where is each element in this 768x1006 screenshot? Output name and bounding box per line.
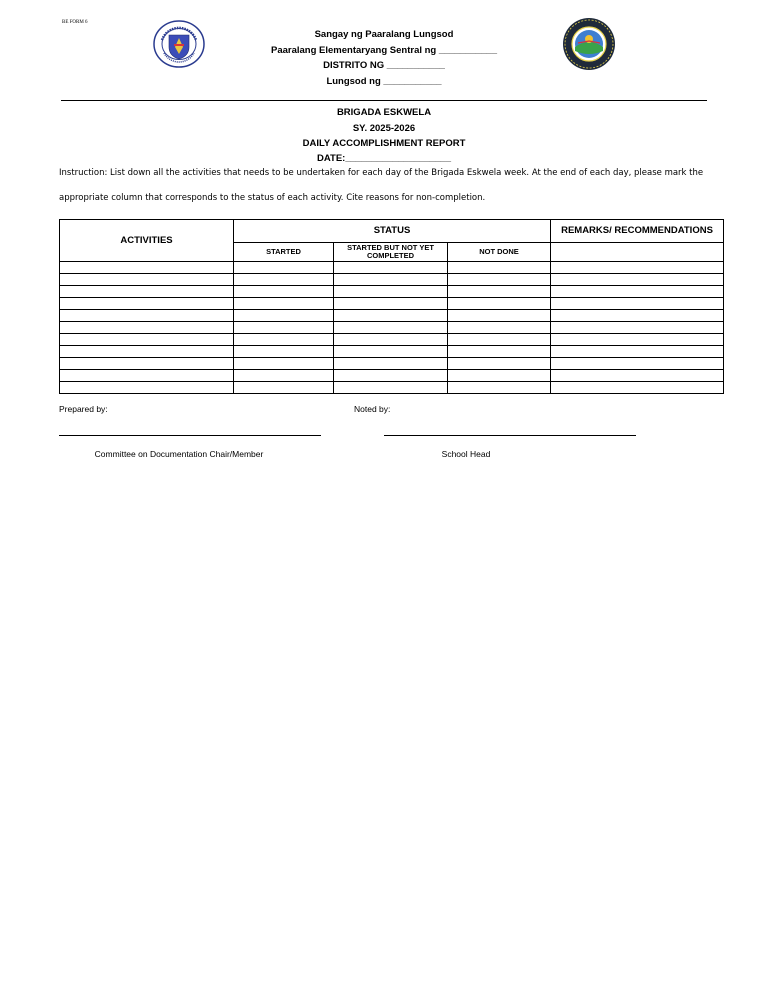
started-not-completed-cell[interactable]	[334, 262, 448, 274]
school-year: SY. 2025-2026	[352, 123, 416, 134]
started-cell[interactable]	[234, 286, 334, 298]
activity-cell[interactable]	[60, 310, 234, 322]
remarks-cell[interactable]	[551, 298, 724, 310]
started-not-completed-cell[interactable]	[334, 286, 448, 298]
activity-cell[interactable]	[60, 382, 234, 394]
not-done-cell[interactable]	[448, 262, 551, 274]
report-title: DAILY ACCOMPLISHMENT REPORT	[302, 138, 466, 149]
started-not-completed-cell[interactable]	[334, 298, 448, 310]
started-not-completed-cell[interactable]	[334, 310, 448, 322]
table-row	[60, 274, 724, 286]
table-row	[60, 382, 724, 394]
col-status-header: STATUS	[234, 220, 551, 243]
table-row	[60, 262, 724, 274]
table-row	[60, 322, 724, 334]
activity-cell[interactable]	[60, 274, 234, 286]
started-not-completed-cell[interactable]	[334, 334, 448, 346]
header-divider	[61, 100, 707, 101]
remarks-cell[interactable]	[551, 310, 724, 322]
status-started-not-completed-header: STARTED BUT NOT YET COMPLETED	[334, 243, 448, 262]
noted-by-signature-line	[384, 435, 636, 436]
date-line: DATE:____________________	[317, 153, 451, 164]
started-cell[interactable]	[234, 382, 334, 394]
table-row	[60, 286, 724, 298]
table-body	[60, 262, 724, 394]
started-not-completed-cell[interactable]	[334, 370, 448, 382]
table-row	[60, 370, 724, 382]
remarks-cell[interactable]	[551, 346, 724, 358]
started-not-completed-cell[interactable]	[334, 358, 448, 370]
program-title: BRIGADA ESKWELA	[336, 107, 432, 118]
prepared-by-signature-line	[59, 435, 321, 436]
not-done-cell[interactable]	[448, 298, 551, 310]
activity-cell[interactable]	[60, 358, 234, 370]
header-school: Paaralang Elementaryang Sentral ng ___________	[270, 45, 497, 56]
started-not-completed-cell[interactable]	[334, 322, 448, 334]
form-code: BE FORM 6	[62, 20, 88, 25]
started-not-completed-cell[interactable]	[334, 346, 448, 358]
remarks-subheader	[551, 243, 724, 262]
remarks-cell[interactable]	[551, 262, 724, 274]
instruction-line-2: appropriate column that corresponds to the status of each activity. Cite reasons for non-completion.	[59, 193, 486, 203]
started-cell[interactable]	[234, 274, 334, 286]
remarks-cell[interactable]	[551, 382, 724, 394]
started-cell[interactable]	[234, 262, 334, 274]
col-remarks-header: REMARKS/ RECOMMENDATIONS	[551, 220, 724, 243]
header-city: Lungsod ng ___________	[326, 76, 442, 87]
started-cell[interactable]	[234, 322, 334, 334]
not-done-cell[interactable]	[448, 322, 551, 334]
remarks-cell[interactable]	[551, 286, 724, 298]
prepared-by-label: Prepared by:	[59, 404, 108, 414]
table-row	[60, 346, 724, 358]
noted-by-role: School Head	[441, 449, 491, 459]
started-cell[interactable]	[234, 334, 334, 346]
activity-cell[interactable]	[60, 322, 234, 334]
activity-cell[interactable]	[60, 286, 234, 298]
not-done-cell[interactable]	[448, 334, 551, 346]
started-not-completed-cell[interactable]	[334, 274, 448, 286]
remarks-cell[interactable]	[551, 370, 724, 382]
activity-cell[interactable]	[60, 298, 234, 310]
not-done-cell[interactable]	[448, 346, 551, 358]
not-done-cell[interactable]	[448, 310, 551, 322]
not-done-cell[interactable]	[448, 370, 551, 382]
started-not-completed-cell[interactable]	[334, 382, 448, 394]
accomplishment-table	[59, 219, 724, 394]
col-activities-header: ACTIVITIES	[60, 220, 234, 262]
activity-cell[interactable]	[60, 346, 234, 358]
activity-cell[interactable]	[60, 334, 234, 346]
started-cell[interactable]	[234, 310, 334, 322]
header-division: Sangay ng Paaralang Lungsod	[314, 29, 454, 40]
table-row	[60, 358, 724, 370]
not-done-cell[interactable]	[448, 274, 551, 286]
started-cell[interactable]	[234, 298, 334, 310]
division-seal-icon	[562, 17, 616, 71]
table-row	[60, 298, 724, 310]
status-not-done-header: NOT DONE	[448, 243, 551, 262]
deped-seal-icon	[152, 20, 206, 68]
header-district: DISTRITO NG ___________	[323, 60, 445, 71]
started-cell[interactable]	[234, 346, 334, 358]
status-started-header: STARTED	[234, 243, 334, 262]
remarks-cell[interactable]	[551, 334, 724, 346]
table-row	[60, 334, 724, 346]
not-done-cell[interactable]	[448, 286, 551, 298]
not-done-cell[interactable]	[448, 382, 551, 394]
remarks-cell[interactable]	[551, 322, 724, 334]
prepared-by-role: Committee on Documentation Chair/Member	[94, 449, 264, 459]
instruction-line-1: Instruction: List down all the activities that needs to be undertaken for each day of the Brigada Eskwela week. At the end of each day, please mark the	[59, 168, 704, 178]
noted-by-label: Noted by:	[354, 404, 391, 414]
not-done-cell[interactable]	[448, 358, 551, 370]
activity-cell[interactable]	[60, 262, 234, 274]
table-row	[60, 310, 724, 322]
started-cell[interactable]	[234, 370, 334, 382]
activity-cell[interactable]	[60, 370, 234, 382]
started-cell[interactable]	[234, 358, 334, 370]
remarks-cell[interactable]	[551, 274, 724, 286]
remarks-cell[interactable]	[551, 358, 724, 370]
